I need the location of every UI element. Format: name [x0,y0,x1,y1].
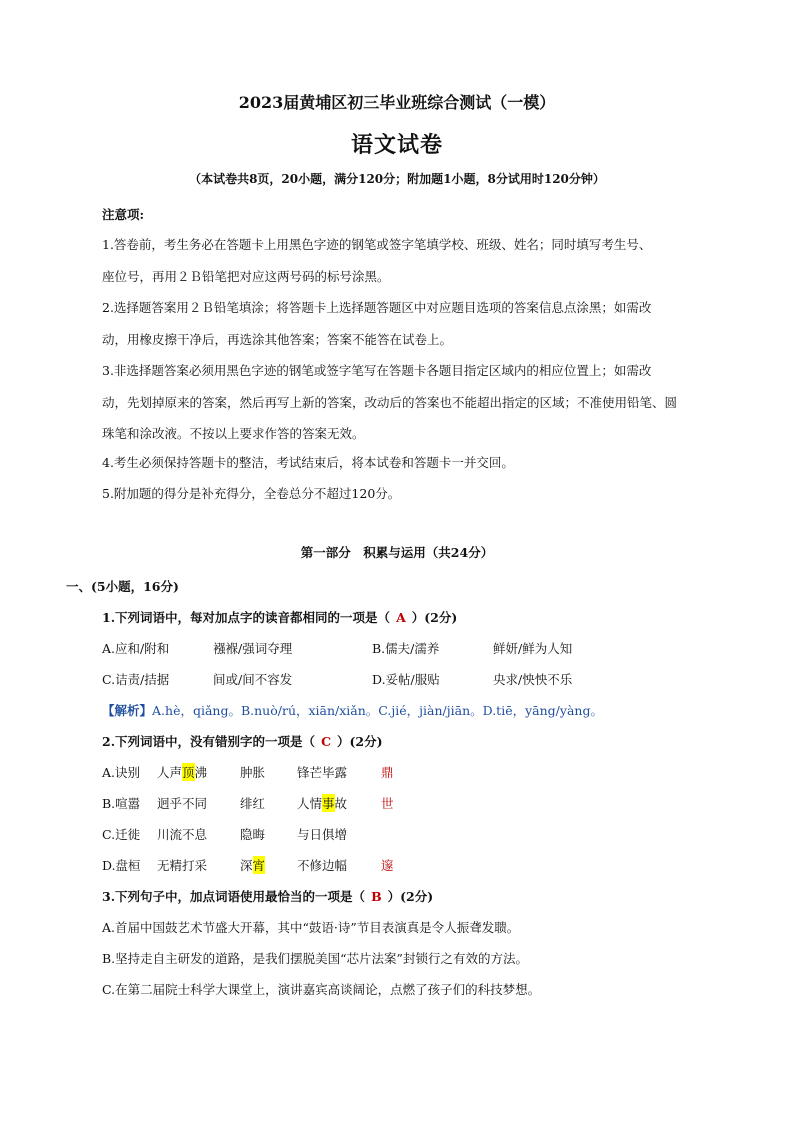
note-line: 2.选择题答案用２Ｂ铅笔填涂；将答题卡上选择题答题区中对应题目选项的答案信息点涂黑；如需改 [102,300,652,315]
q2-row-b-word3: 绯红 [240,796,266,811]
q1-option-a2: 襁褓/强词夺理 [213,641,293,656]
q2-row-a-word4: 锋芒毕露 [297,765,348,780]
answer-letter: A [396,610,406,625]
q1-option-a1: A.应和/附和 [102,641,170,656]
note-1 [102,229,732,292]
word-part: 人声 [157,765,183,780]
question-group-title: 一、(5小题，16分) [66,579,179,594]
word-part: 沸 [194,765,208,780]
exam-title: 2023届黄埔区初三毕业班综合测试（一模） [238,93,556,112]
stem-text: 1.下列词语中，每对加点字的读音都相同的一项是（ [102,610,391,625]
q2-row-c-label: C.迁徙 [102,827,141,842]
stem-text: ）(2分) [411,610,458,625]
q2-row-a-correction: 鼎 [381,765,394,780]
q1-option-c1: C.诘责/拮据 [102,672,170,687]
note-line: 3.非选择题答案必须用黑色字迹的钢笔或签字笔写在答题卡各题目指定区域内的相应位置上；如需改 [102,363,652,378]
q1-option-d2: 央求/怏怏不乐 [493,672,573,687]
q2-row-a-label: A.诀别 [102,765,141,780]
highlighted-char: 事 [322,796,335,811]
q2-row-c-word3: 隐晦 [240,827,266,842]
q2-row-d-correction: 邃 [381,858,394,873]
note-line: 5.附加题的得分是补充得分，全卷总分不超过120分。 [102,486,401,501]
q2-row-c-word2: 川流不息 [157,827,208,842]
subject-title: 语文试卷 [350,132,443,158]
note-line: 动，用橡皮擦干净后，再选涂其他答案；答案不能答在试卷上。 [102,331,453,347]
q2-row-b-correction: 世 [381,796,394,811]
highlighted-char: 顶 [182,765,195,780]
q3-option-b: B.坚持走自主研发的道路，是我们摆脱美国“芯片法案”封锁行之有效的方法。 [102,951,528,966]
highlighted-char: 宵 [252,858,266,873]
q1-option-b2: 鲜妍/鲜为人知 [493,641,573,656]
note-2 [102,292,732,355]
q2-row-a-word3: 肿胀 [240,765,266,780]
section-title: 第一部分 积累与运用（共24分） [300,545,494,560]
q3-option-a: A.首届中国鼓艺术节盛大开幕，其中“鼓语·诗”节目表演真是令人振聋发聩。 [102,920,520,935]
stem-text: 2.下列词语中，没有错别字的一项是（ [102,734,316,749]
question-1-stem [102,608,457,626]
q2-row-d-word2: 无精打采 [157,858,208,873]
q1-option-c2: 间或/间不容发 [213,672,293,687]
q2-row-d-word4: 不修边幅 [297,858,348,873]
note-line: 4.考生必须保持答题卡的整洁，考试结束后，将本试卷和答题卡一并交回。 [102,455,514,470]
q3-option-c: C.在第二届院士科学大课堂上，演讲嘉宾高谈阔论，点燃了孩子们的科技梦想。 [102,982,541,997]
q2-row-b-word4 [297,794,347,812]
question-3-stem [102,887,433,905]
note-line: 珠笔和涂改液。不按以上要求作答的答案无效。 [102,426,365,441]
q2-row-b-label: B.喧嚣 [102,796,141,811]
word-part: 故 [334,796,348,811]
word-part: 人情 [297,796,323,811]
note-line: 座位号，再用２Ｂ铅笔把对应这两号码的标号涂黑。 [102,268,390,284]
answer-letter: C [321,734,332,749]
word-part: 深 [240,858,253,873]
q1-option-b1: B.儒夫/濡养 [372,641,440,656]
note-5 [102,478,732,510]
answer-letter: B [371,889,382,904]
question-2-stem [102,732,383,750]
stem-text: ）(2分) [337,734,383,749]
q2-row-d-word3 [240,856,265,874]
note-line: 动，先划掉原来的答案，然后再写上新的答案，改动后的答案也不能超出指定的区域；不准使用铅笔、圆 [102,394,678,410]
stem-text: 3.下列句子中，加点词语使用最恰当的一项是（ [102,889,366,904]
note-line: 1.答卷前，考生务必在答题卡上用黑色字迹的钢笔或签字笔填学校、班级、姓名；同时填写考生号、 [102,237,652,252]
notes-heading: 注意项: [102,207,145,222]
q2-row-a-word2 [157,763,207,781]
q2-row-c-word4: 与日俱增 [297,827,348,842]
q1-explanation [102,701,603,719]
explain-text: A.hè，qiǎng。B.nuò/rú，xiān/xiǎn。C.jié，jiàn/jiān。D.tiē，yāng/yàng。 [152,703,603,718]
q1-option-d1: D.妥帖/服贴 [372,672,440,687]
explain-tag: 【解析】 [102,703,153,718]
q2-row-b-word2: 迥乎不同 [157,796,208,811]
q2-row-d-label: D.盘桓 [102,858,141,873]
exam-subtitle: （本试卷共8页，20小题，满分120分；附加题1小题，8分试用时120分钟） [189,172,605,186]
note-3 [102,355,732,450]
note-4 [102,447,732,479]
stem-text: ）(2分) [387,889,434,904]
